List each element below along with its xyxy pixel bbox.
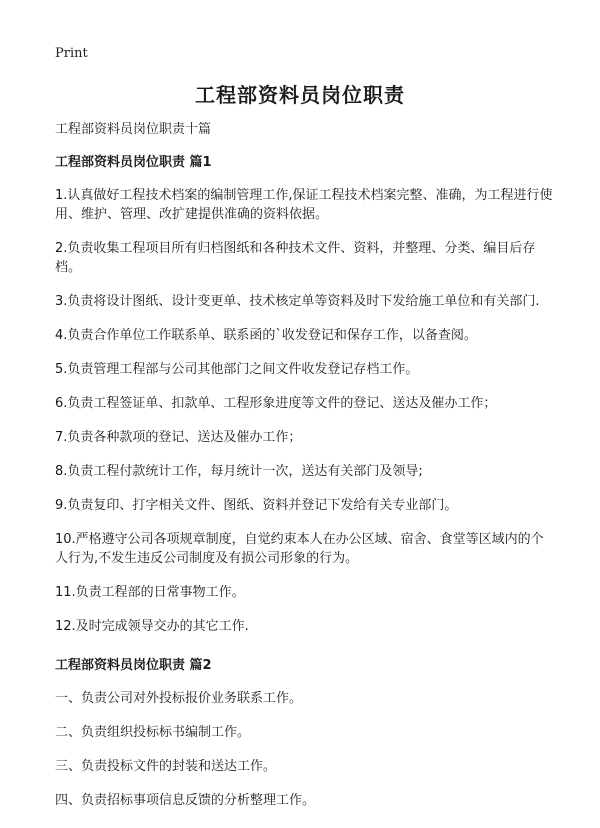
section-heading: 工程部资料员岗位职责 篇1 [55,155,212,170]
list-item: 二、负责组织投标标书编制工作。 [55,725,251,740]
list-item: 11.负责工程部的日常事物工作。 [55,585,245,600]
list-item: 3.负责将设计图纸、设计变更单、技术核定单等资料及时下发给施工单位和有关部门. [55,294,540,309]
list-item: 1.认真做好工程技术档案的编制管理工作,保证工程技术档案完整、准确，为工程进行使用、维护、管理、改扩建提供准确的资料依据。 [55,188,553,222]
list-item: 5.负责管理工程部与公司其他部门之间文件收发登记存档工作。 [55,362,419,377]
intro-text: 工程部资料员岗位职责十篇 [55,122,212,137]
section-1 [55,153,555,636]
list-item: 7.负责各种款项的登记、送达及催办工作； [55,430,302,445]
list-item: 10.严格遵守公司各项规章制度，自觉约束本人在办公区域、宿舍、食堂等区域内的个人行为,不发生违反公司制度及有损公司形象的行为。 [55,532,544,566]
list-item: 4.负责合作单位工作联系单、联系函的`收发登记和保存工作，以备查阅。 [55,328,477,343]
document-body [55,120,555,825]
list-item: 12.及时完成领导交办的其它工作. [55,619,249,634]
list-item: 2.负责收集工程项目所有归档图纸和各种技术文件、资料，并整理、分类、编目后存档。 [55,241,536,275]
list-item: 三、负责投标文件的封装和送达工作。 [55,759,277,774]
print-link[interactable]: Print [55,46,88,61]
list-item: 四、负责招标事项信息反馈的分析整理工作。 [55,793,316,808]
list-item: 一、负责公司对外投标报价业务联系工作。 [55,691,303,706]
page-title: 工程部资料员岗位职责 [195,83,405,107]
section-2 [55,656,555,810]
list-item: 6.负责工程签证单、扣款单、工程形象进度等文件的登记、送达及催办工作； [55,396,497,411]
section-heading: 工程部资料员岗位职责 篇2 [55,658,212,673]
list-item: 9.负责复印、打字相关文件、图纸、资料并登记下发给有关专业部门。 [55,498,458,513]
list-item: 8.负责工程付款统计工作，每月统计一次，送达有关部门及领导; [55,464,423,479]
